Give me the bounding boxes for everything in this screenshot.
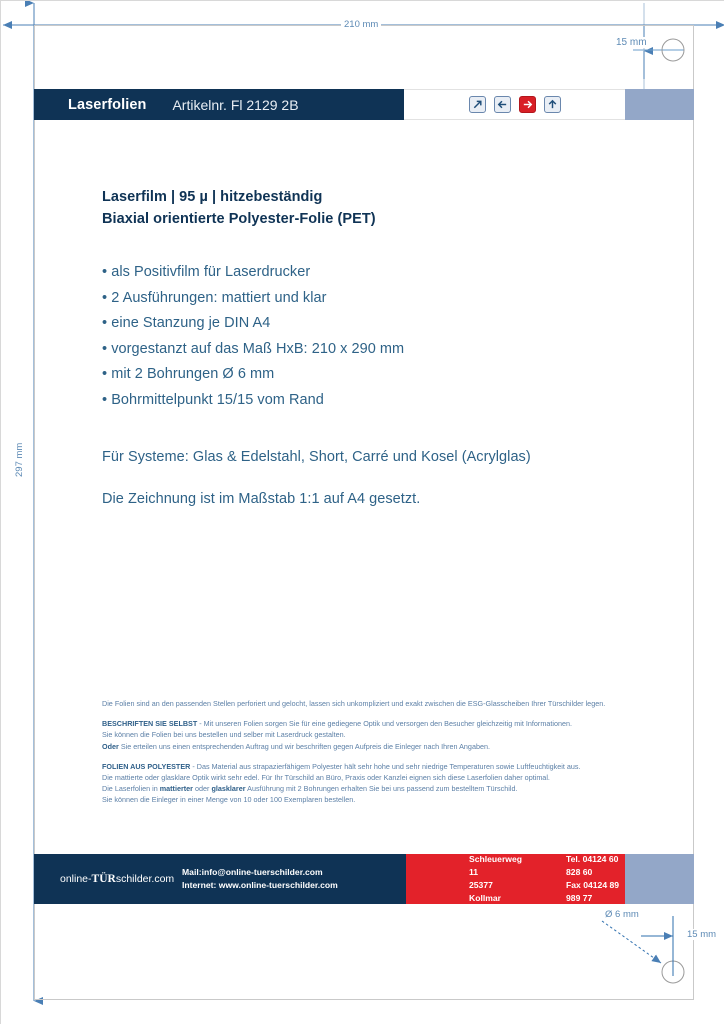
arrow-left-icon [497,99,508,110]
header-accent-block [625,89,694,120]
footer-accent-block [625,854,694,904]
product-heading-line2: Biaxial orientierte Polyester-Folie (PET) [102,211,376,227]
nav-open-external-button[interactable] [469,96,486,113]
nav-forward-button[interactable] [519,96,536,113]
header-bar [34,89,694,120]
fineprint-text: Sie können die Einleger in einer Menge von 10 oder 100 Exemplaren bestellen. [102,795,356,805]
fineprint-text: Ausführung mit 2 Bohrungen erhalten Sie bei uns passend zum bestelltem Türschild. [245,784,518,794]
address-street: Schleuerweg 11 [469,854,523,877]
fineprint-heading-beschriften: BESCHRIFTEN SIE SELBST [102,719,198,729]
fineprint-block [102,698,647,806]
arrow-right-icon [522,99,533,110]
dimension-label-hole-offset-bottom: 15 mm [684,929,719,940]
nav-back-button[interactable] [494,96,511,113]
fineprint-text: Die mattierte oder glasklare Optik wirkt sehr edel. Für Ihr Türschild an Büro, Praxis oder Kanzlei eignen sich diese Laserfolien daher optimal. [102,773,550,783]
feature-list [102,260,622,413]
fineprint-paragraph-3 [102,761,647,806]
footer-contact-block [34,854,406,904]
footer-mail-block [182,866,338,892]
article-number: Artikelnr. Fl 2129 2B [172,96,299,113]
header-title-block [34,89,404,120]
nav-up-button[interactable] [544,96,561,113]
fineprint-heading-polyester: FOLIEN AUS POLYESTER [102,761,191,771]
footer-website[interactable]: Internet: www.online-tuerschilder.com [182,880,338,890]
logo-tuer: TÜR [91,873,116,885]
page-title: Laserfolien [68,96,147,113]
list-item: • mit 2 Bohrungen Ø 6 mm [102,366,275,382]
list-item: • vorgestanzt auf das Maß HxB: 210 x 290 mm [102,340,405,357]
footer-address-block [406,854,625,904]
address-city: 25377 Kollmar [469,880,501,903]
fineprint-text: oder [193,784,212,794]
footer-phone [566,853,625,905]
site-logo[interactable] [34,873,182,885]
main-content [102,186,622,507]
list-item: • als Positivfilm für Laserdrucker [102,264,311,280]
fineprint-paragraph-2 [102,718,647,752]
footer-address [469,853,522,905]
phone-fax: Fax 04124 89 989 77 [566,880,620,903]
fineprint-mattierter: mattierter [159,784,193,794]
dimension-label-hole-offset-top: 15 mm [613,37,650,48]
dimension-label-width: 210 mm [341,19,381,30]
arrow-up-right-icon [472,99,483,110]
footer-email[interactable]: Mail:info@online-tuerschilder.com [182,867,323,877]
systems-paragraph: Für Systeme: Glas & Edelstahl, Short, Carré und Kosel (Acrylglas) [102,449,531,465]
phone-tel: Tel. 04124 60 828 60 [566,854,619,877]
scale-paragraph: Die Zeichnung ist im Maßstab 1:1 auf A4 gesetzt. [102,491,421,507]
arrow-up-icon [547,99,558,110]
dimension-label-hole-diameter: Ø 6 mm [602,909,642,920]
fineprint-glasklarer: glasklarer [211,784,246,794]
fineprint-text: Sie können die Folien bei uns bestellen und selber mit Laserdruck gestalten. [102,730,346,740]
fineprint-text: Sie erteilen uns einen entsprechenden Auftrag und wir beschriften gegen Aufpreis die Einleger nach Ihren Angaben. [118,741,490,751]
logo-suffix: schilder.com [115,873,175,885]
list-item: • Bohrmittelpunkt 15/15 vom Rand [102,391,324,408]
product-heading-line1: Laserfilm | 95 µ | hitzebeständig [102,189,323,205]
fineprint-text: - Mit unseren Folien sorgen Sie für eine gediegene Optik und versorgen den Besucher gleichzeitig mit Informationen. [197,719,572,729]
dimension-label-height: 297 mm [14,442,25,477]
logo-prefix: online- [60,873,92,885]
fineprint-paragraph-1: Die Folien sind an den passenden Stellen perforiert und gelocht, lassen sich unkompliziert und exakt zwischen die ESG-Glasscheiben Ihrer Türschilder legen. [102,699,606,708]
list-item: • eine Stanzung je DIN A4 [102,315,271,331]
fineprint-text: - Das Material aus strapazierfähigem Polyester hält sehr hohe und sehr niedrige Temperaturen sowie Luftfeuchtigkeit aus. [190,761,581,771]
header-nav-toolbar [404,89,625,120]
fineprint-oder: Oder [102,741,119,751]
list-item: • 2 Ausführungen: mattiert und klar [102,289,327,306]
fineprint-text: Die Laserfolien in [102,784,160,794]
footer-bar [34,854,694,904]
